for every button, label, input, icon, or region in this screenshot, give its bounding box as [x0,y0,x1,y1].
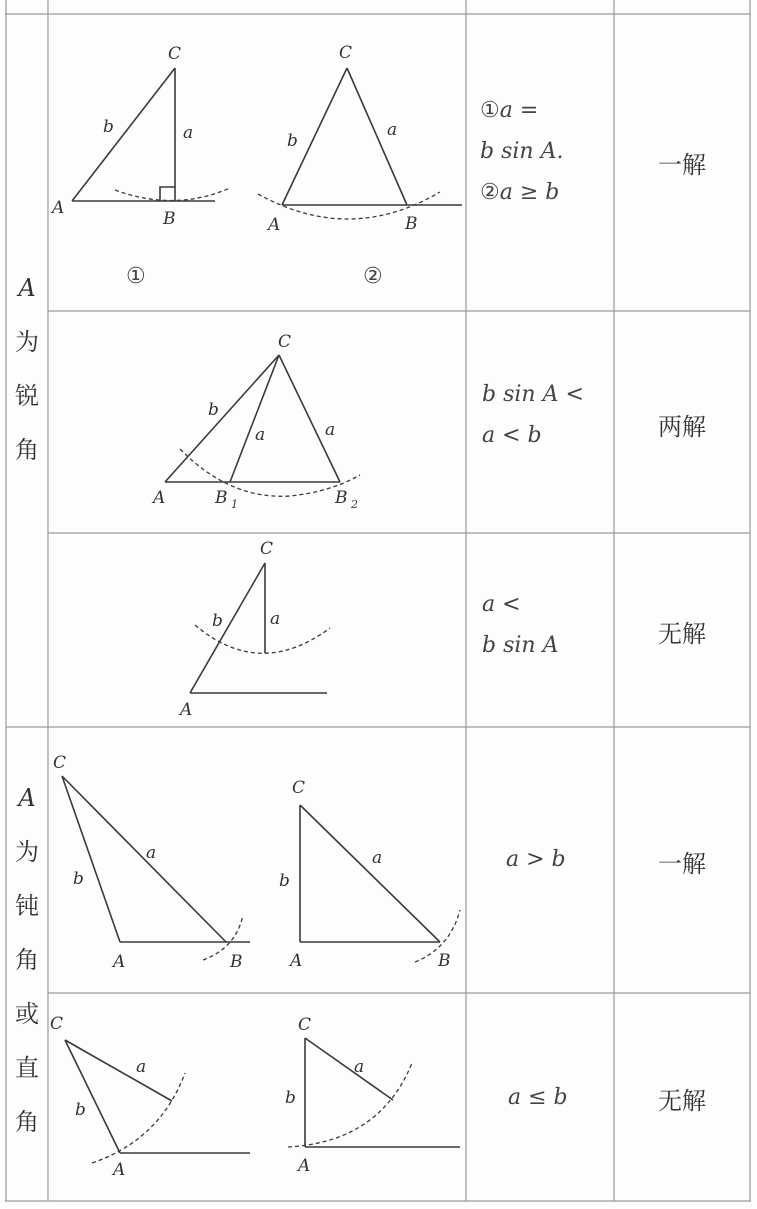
figure-row3-no-solution [178,539,330,720]
label-b: b [212,611,223,631]
group-acute-char-3: 角 [15,436,39,464]
label-A: A [290,951,303,971]
condition-line: b sin A [482,633,559,658]
condition-row-5 [508,1077,568,1118]
group-label-obtuse-or-right [7,771,47,1149]
result-row-2: 两解 [658,413,706,441]
label-a: a [183,123,194,143]
group-acute-char-2: 锐 [15,382,39,410]
result-row-4: 一解 [658,850,706,878]
figure-mark-2: ② [363,264,383,289]
condition-line: b sin A < [482,382,584,407]
condition-line: a < b [482,423,542,448]
label-A: A [153,488,166,508]
label-B: B [230,952,243,972]
label-B1-sub: 1 [231,498,238,511]
group-acute-char-1: 为 [15,328,39,356]
group-obtuse-var: A [18,784,36,812]
label-C: C [50,1014,64,1034]
label-B1: B [215,488,228,508]
label-A: A [113,952,126,972]
label-C: C [260,539,274,559]
label-b: b [287,131,298,151]
figure-row5-obtuse [50,1014,250,1180]
figure-row4-right [279,778,460,971]
label-b: b [73,869,84,889]
group-acute-var: A [18,274,36,302]
label-C: C [53,753,67,773]
label-a-2: a [325,420,336,440]
condition-line: ②a ≥ b [480,180,560,205]
figure-row4-obtuse [53,753,250,972]
label-A: A [113,1160,126,1180]
group-obtuse-char-1: 为 [15,838,39,866]
condition-row-4 [506,839,566,880]
group-obtuse-char-4: 或 [15,1000,39,1028]
figure-row1-right-triangle [50,44,230,289]
label-a: a [354,1057,365,1077]
label-A: A [52,198,65,218]
label-b: b [75,1100,86,1120]
condition-line: a < [482,592,521,617]
condition-row-3 [482,584,558,666]
label-C: C [292,778,306,798]
label-C: C [298,1015,312,1035]
group-obtuse-char-6: 角 [15,1108,39,1136]
label-A: A [180,700,193,720]
label-C: C [278,332,292,352]
figure-mark-1: ① [126,264,146,289]
label-a: a [372,848,383,868]
figure-row1-isosceles [258,43,462,289]
figure-row2-two-solutions [151,332,360,511]
label-b: b [103,117,114,137]
label-a: a [136,1057,147,1077]
label-a: a [270,609,281,629]
result-row-5: 无解 [658,1087,706,1115]
group-obtuse-char-3: 角 [15,946,39,974]
label-A: A [268,215,281,235]
label-b: b [208,400,219,420]
condition-row-1 [480,90,563,213]
result-row-3: 无解 [658,620,706,648]
figure-row5-right [285,1015,460,1176]
condition-row-2 [482,374,584,456]
group-obtuse-char-2: 钝 [15,892,39,920]
label-b: b [285,1088,296,1108]
condition-line: a ≤ b [508,1085,568,1110]
group-label-acute [7,261,47,477]
label-B: B [438,951,451,971]
group-obtuse-char-5: 直 [15,1054,39,1082]
condition-line: b sin A. [480,139,564,164]
label-A: A [298,1156,311,1176]
label-a: a [146,843,157,863]
label-a: a [255,425,266,445]
condition-line: a > b [506,847,566,872]
label-B2: B [335,488,348,508]
label-C: C [339,43,353,63]
label-C: C [168,44,182,64]
result-row-1: 一解 [658,151,706,179]
label-B: B [405,214,418,234]
label-B2-sub: 2 [351,498,358,511]
label-B: B [163,209,176,229]
label-a: a [387,120,398,140]
condition-line: ①a = [480,98,539,123]
label-b: b [279,871,290,891]
